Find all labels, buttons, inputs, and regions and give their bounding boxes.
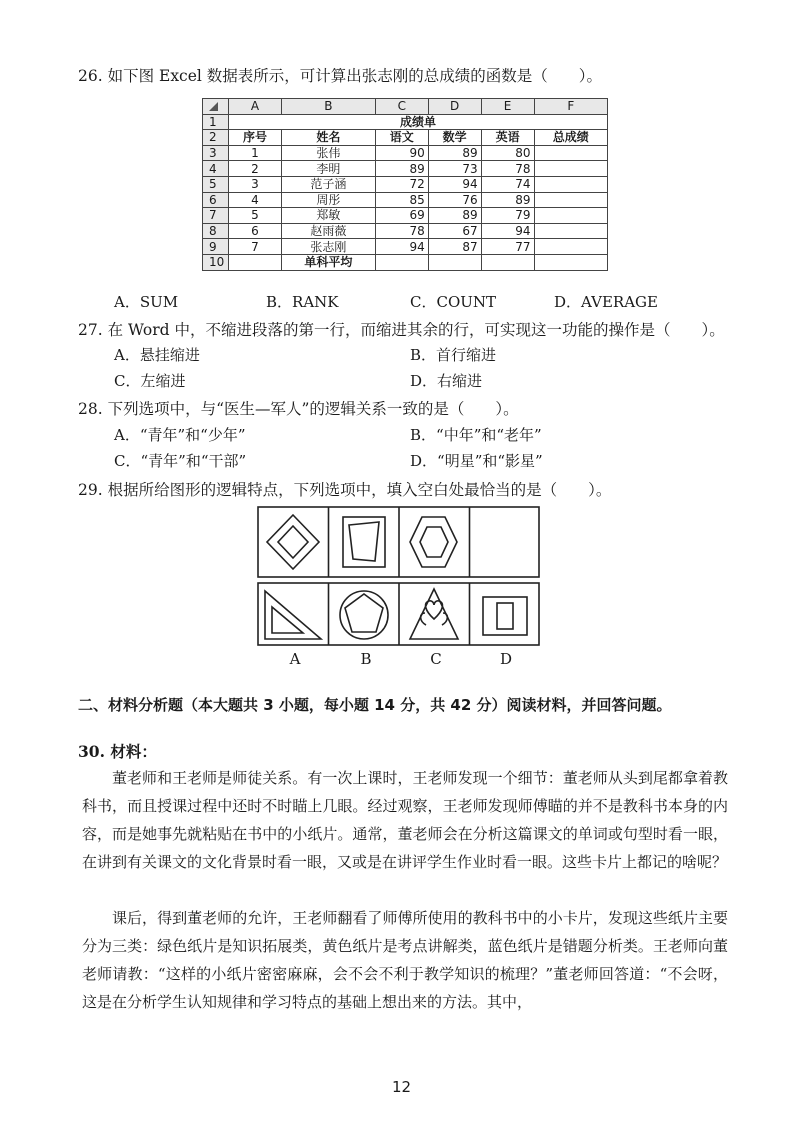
table-cell: 4 <box>229 192 282 208</box>
table-cell: 6 <box>229 223 282 239</box>
q27-stem: 27. 在 Word 中，不缩进段落的第一行，而缩进其余的行，可实现这一功能的操作是（ ）。 <box>78 321 725 339</box>
square-trapezoid-figure <box>343 517 385 567</box>
table-cell: 2 <box>229 161 282 177</box>
table-cell: 张伟 <box>281 145 375 161</box>
table-cell: 76 <box>428 192 481 208</box>
q28-option-a: A．“青年”和“少年” <box>114 426 246 444</box>
q28-option-b: B．“中年”和“老年” <box>410 426 542 444</box>
table-cell: 78 <box>375 223 428 239</box>
q28-option-c: C．“青年”和“干部” <box>114 452 247 470</box>
col-c: C <box>375 99 428 115</box>
excel-table <box>202 98 608 271</box>
table-cell: 94 <box>481 223 534 239</box>
q28-option-d: D．“明星”和“影星” <box>410 452 543 470</box>
table-cell <box>534 161 607 177</box>
col-f: F <box>534 99 607 115</box>
corner-cell <box>203 99 229 115</box>
column-header-row <box>203 99 608 115</box>
table-cell: 79 <box>481 208 534 224</box>
table-cell: 94 <box>375 239 428 255</box>
table-cell: 69 <box>375 208 428 224</box>
table-row: 3 1 张伟 90 89 80 <box>203 145 608 161</box>
option-a-figure <box>265 591 321 639</box>
table-cell: 郑敏 <box>281 208 375 224</box>
q27-option-c: C．左缩进 <box>114 372 186 390</box>
title-row: 1 成绩单 <box>203 114 608 130</box>
q27-option-a: A．悬挂缩进 <box>114 346 200 364</box>
table-cell: 87 <box>428 239 481 255</box>
table-row: 9 7 张志刚 94 87 77 <box>203 239 608 255</box>
table-cell <box>534 239 607 255</box>
table-cell: 73 <box>428 161 481 177</box>
option-d-figure <box>483 597 527 635</box>
q29-label-a: A <box>289 650 301 668</box>
header-row: 2 序号 姓名 语文 数学 英语 总成绩 <box>203 130 608 146</box>
q29-stem: 29. 根据所给图形的逻辑特点，下列选项中，填入空白处最恰当的是（ ）。 <box>78 481 612 499</box>
table-cell: 78 <box>481 161 534 177</box>
q27-option-d: D．右缩进 <box>410 372 483 390</box>
q26-option-d: D．AVERAGE <box>554 293 658 311</box>
q29-label-c: C <box>430 650 442 668</box>
q29-label-d: D <box>499 650 513 668</box>
table-row: 6 4 周彤 85 76 89 <box>203 192 608 208</box>
table-cell: 90 <box>375 145 428 161</box>
table-cell <box>534 223 607 239</box>
q29-label-b: B <box>360 650 372 668</box>
table-row: 8 6 赵雨薇 78 67 94 <box>203 223 608 239</box>
table-cell <box>534 208 607 224</box>
q26-option-c: C．COUNT <box>410 293 497 311</box>
table-cell: 89 <box>428 208 481 224</box>
q30-title: 30. 材料： <box>78 742 157 761</box>
table-title: 成绩单 <box>229 114 608 130</box>
q27-option-b: B．首行缩进 <box>410 346 497 364</box>
table-cell: 5 <box>229 208 282 224</box>
table-cell: 72 <box>375 176 428 192</box>
table-cell: 赵雨薇 <box>281 223 375 239</box>
table-cell <box>534 145 607 161</box>
table-cell: 74 <box>481 176 534 192</box>
table-cell: 周彤 <box>281 192 375 208</box>
q30-paragraph-2: 课后，得到董老师的允许，王老师翻看了师傅所使用的教科书中的小卡片，发现这些纸片主要分为三类：绿色纸片是知识拓展类，黄色纸片是考点讲解类，蓝色纸片是错题分析类。王老师向董老师请教：“这样的小纸片密密麻麻，会不会不利于教学知识的梳理？”董老师回答道：“不会呀，这是在分析学生认知规律和学习特点的基础上想出来的方法。其中， <box>82 909 728 1011</box>
table-cell: 85 <box>375 192 428 208</box>
table-cell: 77 <box>481 239 534 255</box>
q28-stem: 28. 下列选项中，与“医生—军人”的逻辑关系一致的是（ ）。 <box>78 400 519 418</box>
table-cell: 7 <box>229 239 282 255</box>
table-cell: 张志刚 <box>281 239 375 255</box>
diamond-figure <box>267 515 319 569</box>
option-b-figure <box>340 591 388 639</box>
q30-paragraph-1: 董老师和王老师是师徒关系。有一次上课时，王老师发现一个细节：董老师从头到尾都拿着教科书，而且授课过程中还时不时瞄上几眼。经过观察，王老师发现师傅瞄的并不是教科书本身的内容，而是她事先就粘贴在书中的小纸片。通常，董老师会在分析这篇课文的单词或句型时看一眼，在讲到有关课文的文化背景时看一眼，又或是在讲评学生作业时看一眼。这些卡片上都记的啥呢？ <box>82 769 728 871</box>
table-cell: 89 <box>428 145 481 161</box>
option-c-figure <box>410 589 458 639</box>
table-cell <box>534 192 607 208</box>
col-d: D <box>428 99 481 115</box>
col-e: E <box>481 99 534 115</box>
col-a: A <box>229 99 282 115</box>
table-cell: 89 <box>375 161 428 177</box>
table-row: 5 3 范子涵 72 94 74 <box>203 176 608 192</box>
table-cell: 67 <box>428 223 481 239</box>
q26-option-b: B．RANK <box>266 293 339 311</box>
table-cell: 94 <box>428 176 481 192</box>
page-number: 12 <box>392 1078 412 1096</box>
table-cell: 1 <box>229 145 282 161</box>
section-2-heading: 二、材料分析题（本大题共 3 小题，每小题 14 分，共 42 分）阅读材料，并回答问题。 <box>78 696 672 714</box>
q26-stem: 26. 如下图 Excel 数据表所示，可计算出张志刚的总成绩的函数是（ ）。 <box>78 67 603 85</box>
table-cell: 范子涵 <box>281 176 375 192</box>
table-cell: 3 <box>229 176 282 192</box>
q26-option-a: A．SUM <box>114 293 179 311</box>
col-b: B <box>281 99 375 115</box>
table-row: 7 5 郑敏 69 89 79 <box>203 208 608 224</box>
table-cell: 李明 <box>281 161 375 177</box>
average-row: 10 单科平均 <box>203 254 608 270</box>
hexagon-figure <box>410 517 457 567</box>
table-cell <box>534 176 607 192</box>
table-cell: 80 <box>481 145 534 161</box>
table-cell: 89 <box>481 192 534 208</box>
table-row: 4 2 李明 89 73 78 <box>203 161 608 177</box>
